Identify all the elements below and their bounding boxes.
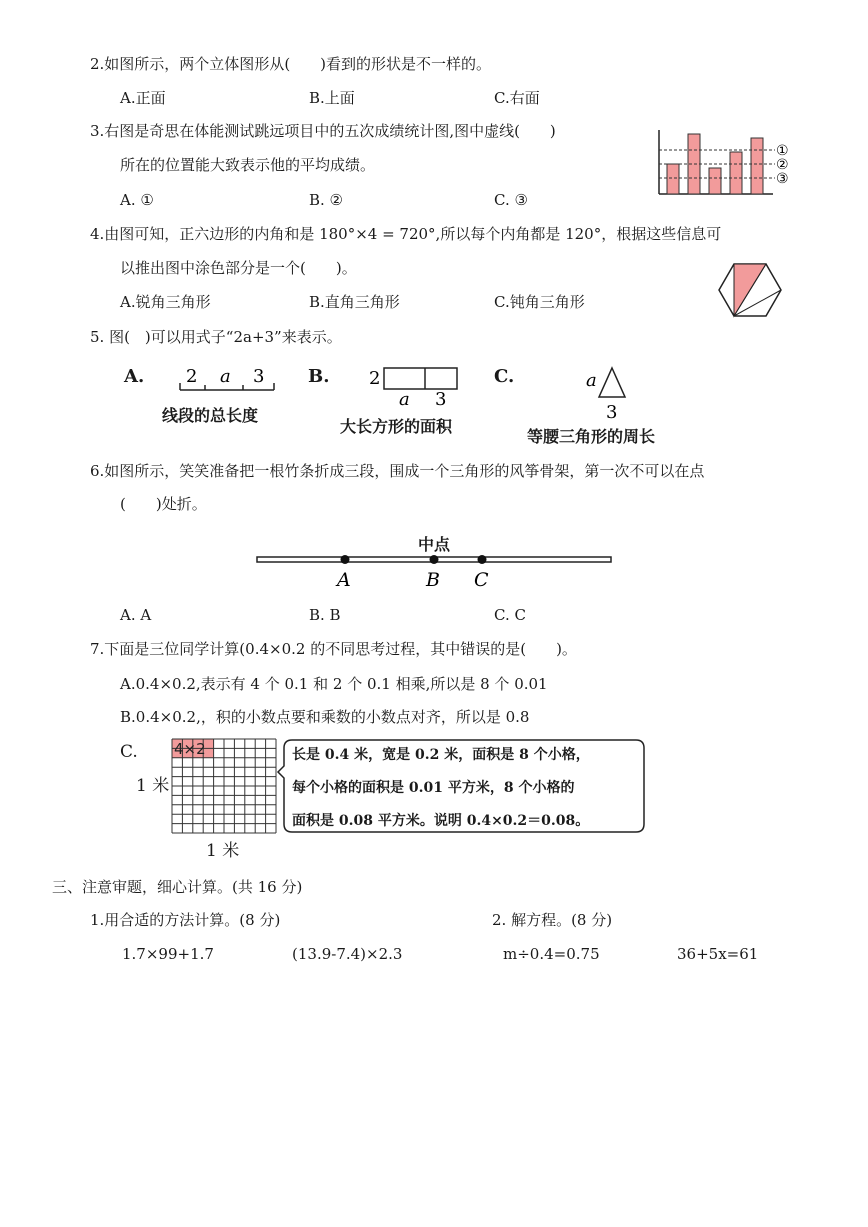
q5-option-a-segment xyxy=(176,366,286,398)
svg-text:3: 3 xyxy=(606,402,618,423)
svg-text:a: a xyxy=(399,389,410,410)
q4-stem-line1: 4.由图可知，正六边形的内角和是 180°×4 = 720°,所以每个内角都是 120°，根据这些信息可 xyxy=(90,225,722,243)
svg-text:3: 3 xyxy=(253,366,265,387)
q7-bubble-line2: 每个小格的面积是 0.01 平方米，8 个小格的 xyxy=(292,780,575,796)
q2-option-a: A.正面 xyxy=(120,89,166,107)
q7-option-c-letter: C. xyxy=(120,742,138,762)
q5-option-c-letter: C. xyxy=(494,366,515,387)
q6-midpoint-label: 中点 xyxy=(418,535,451,554)
q7-side-label: 1 米 xyxy=(136,776,170,796)
q2-option-b: B.上面 xyxy=(309,89,355,107)
q5-stem: 5. 图( )可以用式子“2a+3”来表示。 xyxy=(90,328,342,346)
q3-bar-3 xyxy=(709,168,721,194)
q3-option-c: C. ③ xyxy=(494,191,528,209)
q3-bar-chart xyxy=(655,128,805,200)
q6-option-c: C. C xyxy=(494,606,526,624)
q5-option-c-triangle xyxy=(584,366,634,424)
q6-point-b xyxy=(430,555,439,564)
q3-option-a: A. ① xyxy=(120,191,154,209)
q7-grid-tag: 4×2 xyxy=(174,740,206,758)
q5-option-a-letter: A. xyxy=(124,366,145,387)
q7-bubble-line3: 面积是 0.08 平方米。说明 0.4×0.2＝0.08。 xyxy=(292,813,590,829)
svg-text:A: A xyxy=(337,569,351,591)
q5-option-b-caption: 大长方形的面积 xyxy=(340,417,453,436)
q4-option-b: B.直角三角形 xyxy=(309,293,400,311)
q4-option-c: C.钝角三角形 xyxy=(494,293,585,311)
q7-option-a: A.0.4×0.2,表示有 4 个 0.1 和 2 个 0.1 相乘,所以是 8 个 0.01 xyxy=(120,675,548,693)
q4-option-a: A.锐角三角形 xyxy=(120,293,211,311)
svg-text:a: a xyxy=(220,366,231,387)
q6-option-a: A. A xyxy=(120,606,152,624)
q3-stem-line1: 3.右图是奇思在体能测试跳远项目中的五次成绩统计图,图中虚线( ) xyxy=(90,122,556,140)
equation-1: m÷0.4=0.75 xyxy=(503,945,600,963)
section3-part2-title: 2. 解方程。(8 分) xyxy=(492,911,613,929)
q5-option-c-caption: 等腰三角形的周长 xyxy=(527,427,656,446)
q3-mark-1: ① xyxy=(776,143,789,159)
q2-option-c: C.右面 xyxy=(494,89,540,107)
q3-option-b: B. ② xyxy=(309,191,344,209)
q4-hexagon xyxy=(718,262,782,318)
q5-option-b-letter: B. xyxy=(308,366,330,387)
q7-bubble-line1: 长是 0.4 米，宽是 0.2 米，面积是 8 个小格， xyxy=(292,747,590,763)
section3-heading: 三、注意审题，细心计算。(共 16 分) xyxy=(52,878,303,896)
q6-option-b: B. B xyxy=(309,606,341,624)
q2-stem: 2.如图所示，两个立体图形从( )看到的形状是不一样的。 xyxy=(90,55,492,73)
svg-text:B: B xyxy=(426,569,440,591)
svg-text:2: 2 xyxy=(369,368,381,389)
q6-bamboo-strip xyxy=(255,550,615,592)
q3-bar-5 xyxy=(751,138,763,194)
calc-expression-1: 1.7×99+1.7 xyxy=(122,945,214,963)
equation-2: 36+5x=61 xyxy=(677,945,759,963)
q6-point-a xyxy=(341,555,350,564)
svg-text:C: C xyxy=(474,569,489,591)
q6-point-c xyxy=(478,555,487,564)
q5-option-b-rectangle xyxy=(366,364,466,410)
q7-hundred-grid xyxy=(172,739,277,836)
q7-bottom-label: 1 米 xyxy=(206,841,240,861)
q4-stem-line2: 以推出图中涂色部分是一个( )。 xyxy=(120,259,357,277)
svg-text:3: 3 xyxy=(435,389,447,410)
section3-part1-title: 1.用合适的方法计算。(8 分) xyxy=(90,911,281,929)
svg-text:2: 2 xyxy=(186,366,198,387)
svg-text:a: a xyxy=(586,370,597,391)
q3-stem-line2: 所在的位置能大致表示他的平均成绩。 xyxy=(120,156,376,174)
q3-mark-2: ② xyxy=(776,157,789,173)
q3-bar-4 xyxy=(730,152,742,194)
calc-expression-2: (13.9-7.4)×2.3 xyxy=(292,945,403,963)
q7-option-b: B.0.4×0.2,，积的小数点要和乘数的小数点对齐，所以是 0.8 xyxy=(120,708,530,726)
q3-mark-3: ③ xyxy=(776,171,789,187)
q7-stem: 7.下面是三位同学计算(0.4×0.2 的不同思考过程，其中错误的是( )。 xyxy=(90,640,577,658)
q5-option-a-caption: 线段的总长度 xyxy=(162,406,259,425)
q3-bar-1 xyxy=(667,164,679,194)
q6-stem-line2: ( )处折。 xyxy=(120,495,207,513)
q6-stem-line1: 6.如图所示，笑笑准备把一根竹条折成三段，围成一个三角形的风筝骨架，第一次不可以在点 xyxy=(90,462,705,480)
